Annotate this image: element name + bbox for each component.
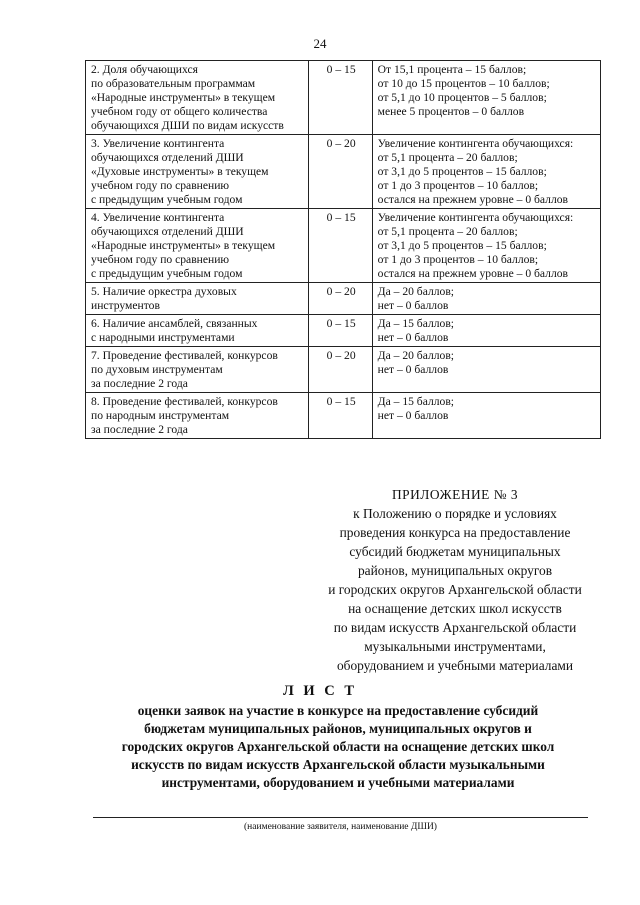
- sheet-subtitle-line: городских округов Архангельской области на оснащение детских школ: [121, 739, 555, 754]
- appendix-line: к Положению о порядке и условиях: [353, 506, 557, 521]
- scoring-rules-cell-line: Увеличение контингента обучающихся:: [377, 211, 574, 224]
- score-range-cell: 0 – 15: [308, 315, 372, 347]
- table-row: [86, 347, 601, 393]
- criterion-cell: [86, 393, 309, 439]
- criterion-cell-line: с народными инструментами: [91, 331, 235, 344]
- scoring-rules-cell-line: Увеличение контингента обучающихся:: [377, 137, 574, 150]
- score-range-cell: 0 – 20: [308, 347, 372, 393]
- appendix-line: и городских округов Архангельской области: [328, 582, 582, 597]
- scoring-rules-cell-line: остался на прежнем уровне – 0 баллов: [377, 267, 569, 280]
- criterion-cell-line: учебном году по сравнению: [91, 179, 230, 192]
- scoring-rules-cell: [372, 315, 600, 347]
- score-range-cell: 0 – 15: [308, 393, 372, 439]
- criterion-cell-line: за последние 2 года: [91, 377, 188, 390]
- appendix-line: районов, муниципальных округов: [357, 563, 553, 578]
- page-number: 24: [313, 36, 327, 51]
- scoring-rules-cell-line: от 5,1 процента – 20 баллов;: [377, 151, 518, 164]
- scoring-rules-cell: [372, 209, 600, 283]
- scoring-rules-cell-line: нет – 0 баллов: [377, 299, 449, 312]
- scoring-rules-cell: [372, 283, 600, 315]
- scoring-rules-cell-line: от 3,1 до 5 процентов – 15 баллов;: [377, 239, 547, 252]
- criterion-cell-line: инструментов: [91, 299, 160, 312]
- score-range-cell: 0 – 20: [308, 283, 372, 315]
- scoring-rules-cell-line: от 1 до 3 процентов – 10 баллов;: [377, 179, 539, 192]
- appendix-line: на оснащение детских школ искусств: [348, 601, 562, 616]
- sheet-subtitle-line: бюджетам муниципальных районов, муниципальных округов и: [144, 721, 532, 736]
- scoring-rules-cell: [372, 347, 600, 393]
- table-row: [86, 393, 601, 439]
- appendix-line: субсидий бюджетам муниципальных: [349, 544, 561, 559]
- sheet-title: Л И С Т: [282, 683, 358, 699]
- criterion-cell-line: 6. Наличие ансамблей, связанных: [91, 317, 258, 330]
- scoring-rules-cell-line: Да – 20 баллов;: [377, 349, 455, 362]
- scoring-rules-cell-line: нет – 0 баллов: [377, 331, 449, 344]
- scoring-rules-cell-line: нет – 0 баллов: [377, 363, 449, 376]
- scoring-rules-cell-line: нет – 0 баллов: [377, 409, 449, 422]
- scoring-rules-cell-line: от 5,1 процента – 20 баллов;: [377, 225, 518, 238]
- criterion-cell-line: 7. Проведение фестивалей, конкурсов: [91, 349, 278, 362]
- criterion-cell-line: обучающихся отделений ДШИ: [91, 225, 244, 238]
- criterion-cell-line: обучающихся отделений ДШИ: [91, 151, 244, 164]
- criterion-cell: [86, 61, 309, 135]
- scoring-rules-cell-line: От 15,1 процента – 15 баллов;: [377, 63, 527, 76]
- appendix-title: ПРИЛОЖЕНИЕ № 3: [391, 487, 519, 502]
- scoring-rules-cell: [372, 135, 600, 209]
- criterion-cell: [86, 135, 309, 209]
- scoring-rules-cell-line: менее 5 процентов – 0 баллов: [377, 105, 525, 118]
- table-row: [86, 315, 601, 347]
- table-row: [86, 283, 601, 315]
- scoring-rules-cell-line: от 10 до 15 процентов – 10 баллов;: [377, 77, 550, 90]
- appendix-line: проведения конкурса на предоставление: [339, 525, 571, 540]
- criteria-table-body: [86, 61, 601, 439]
- scoring-rules-cell-line: от 5,1 до 10 процентов – 5 баллов;: [377, 91, 547, 104]
- criterion-cell: [86, 347, 309, 393]
- score-range-cell: 0 – 20: [308, 135, 372, 209]
- score-range-cell: 0 – 15: [308, 209, 372, 283]
- appendix-heading: [300, 485, 610, 675]
- table-row: [86, 61, 601, 135]
- scoring-rules-cell-line: Да – 20 баллов;: [377, 285, 455, 298]
- appendix-line: по видам искусств Архангельской области: [333, 620, 577, 635]
- scoring-rules-cell-line: Да – 15 баллов;: [377, 395, 455, 408]
- criterion-cell-line: по народным инструментам: [91, 409, 230, 422]
- criterion-cell-line: «Духовые инструменты» в текущем: [91, 165, 269, 178]
- criterion-cell-line: по образовательным программам: [91, 77, 256, 90]
- criterion-cell: [86, 209, 309, 283]
- appendix-line: музыкальными инструментами,: [364, 639, 546, 654]
- sheet-subtitle-line: искусств по видам искусств Архангельской области музыкальными: [131, 757, 545, 772]
- signature-line[interactable]: [93, 817, 588, 818]
- criterion-cell-line: 2. Доля обучающихся: [91, 63, 198, 76]
- criterion-cell-line: учебном году от общего количества: [91, 105, 268, 118]
- criterion-cell: [86, 283, 309, 315]
- scoring-rules-cell-line: остался на прежнем уровне – 0 баллов: [377, 193, 569, 206]
- criterion-cell-line: «Народные инструменты» в текущем: [91, 91, 276, 104]
- signature-caption: (наименование заявителя, наименование ДШИ): [244, 822, 437, 832]
- sheet-subtitle-line: инструментами, оборудованием и учебными материалами: [161, 775, 515, 790]
- criterion-cell-line: 5. Наличие оркестра духовых: [91, 285, 237, 298]
- criterion-cell-line: за последние 2 года: [91, 423, 188, 436]
- scoring-rules-cell: [372, 393, 600, 439]
- sheet-subtitle-line: оценки заявок на участие в конкурсе на предоставление субсидий: [137, 703, 539, 718]
- criterion-cell-line: 4. Увеличение контингента: [91, 211, 225, 224]
- criterion-cell-line: с предыдущим учебным годом: [91, 267, 243, 280]
- sheet-subtitle: [78, 702, 598, 792]
- criteria-table: [85, 60, 601, 439]
- table-row: [86, 209, 601, 283]
- scoring-rules-cell-line: от 1 до 3 процентов – 10 баллов;: [377, 253, 539, 266]
- scoring-rules-cell-line: Да – 15 баллов;: [377, 317, 455, 330]
- criterion-cell-line: 3. Увеличение контингента: [91, 137, 225, 150]
- scoring-rules-cell: [372, 61, 600, 135]
- criterion-cell-line: с предыдущим учебным годом: [91, 193, 243, 206]
- appendix-line: оборудованием и учебными материалами: [336, 658, 574, 673]
- criterion-cell-line: по духовым инструментам: [91, 363, 223, 376]
- table-row: [86, 135, 601, 209]
- score-range-cell: 0 – 15: [308, 61, 372, 135]
- criterion-cell-line: обучающихся ДШИ по видам искусств: [91, 119, 284, 132]
- criterion-cell: [86, 315, 309, 347]
- criterion-cell-line: учебном году по сравнению: [91, 253, 230, 266]
- criterion-cell-line: 8. Проведение фестивалей, конкурсов: [91, 395, 278, 408]
- criterion-cell-line: «Народные инструменты» в текущем: [91, 239, 276, 252]
- scoring-rules-cell-line: от 3,1 до 5 процентов – 15 баллов;: [377, 165, 547, 178]
